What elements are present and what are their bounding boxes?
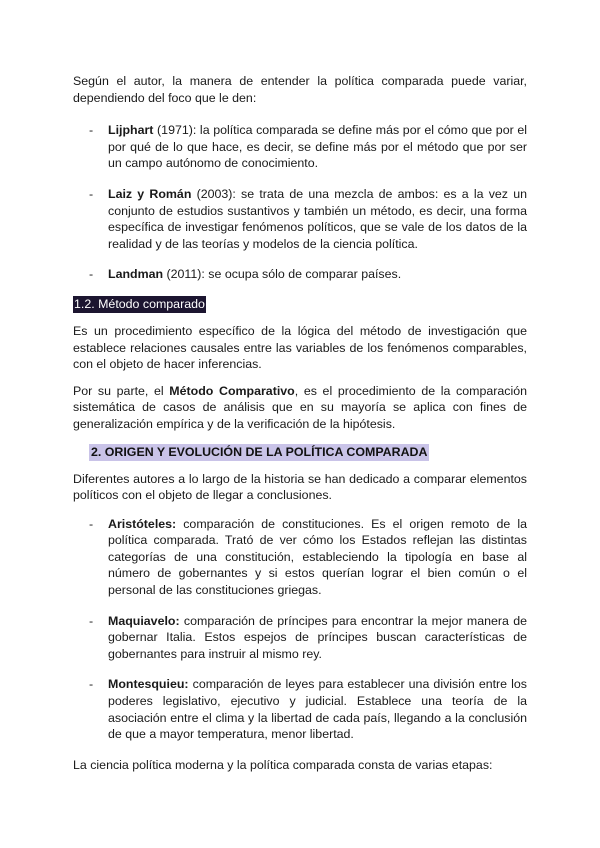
intro-paragraph: Según el autor, la manera de entender la política comparada puede variar, dependiendo del foco que le den:	[73, 74, 527, 105]
para-text: , es el procedimiento de la comparación sistemática de casos de análisis que en su mayoría se aplica con fines de generalización empírica y de la verificación de la hipótesis.	[73, 383, 527, 431]
list-item	[73, 676, 527, 742]
list-item	[73, 122, 527, 172]
section-heading-1-2	[73, 295, 527, 323]
author-text: comparación de leyes para establecer una división entre los poderes legislativo, ejecutivo y judicial. Establece una teoría de la asociación entre el clima y la libertad de cada país, llegando a la conclusión de que a mayor temperatura, menor libertad.	[108, 677, 527, 742]
method-term: Método Comparativo	[169, 383, 295, 398]
list-item	[73, 186, 527, 252]
list-item	[73, 516, 527, 599]
author-text: (2003): se trata de una mezcla de ambos: es a la vez un conjunto de estudios sustantivos y también un método, es decir, una forma específica de investigar fenómenos políticos, que se vale de los datos de la realidad y de las teorías y modelos de la ciencia política.	[108, 186, 527, 251]
closing-paragraph: La ciencia política moderna y la política comparada consta de varias etapas:	[73, 757, 493, 772]
section-heading-text: 1.2. Método comparado	[74, 296, 205, 311]
bullet-dash: -	[89, 123, 94, 138]
author-text: comparación de constituciones. Es el origen remoto de la política comparada. Trató de ver cómo los Estados reflejan las distintas categorías de una constitución, estableciendo la tipología en base al número de gobernantes y si estos querían lograr el bien común o el personal de las constituciones griegas.	[108, 516, 527, 598]
historical-authors-list	[73, 516, 527, 743]
author-text: comparación de príncipes para encontrar la mejor manera de gobernar Italia. Estos espejos de príncipes buscan características de gobernantes para instruir al mismo rey.	[108, 613, 527, 661]
author-name: Aristóteles:	[108, 516, 177, 531]
bullet-dash: -	[89, 613, 94, 628]
author-name: Lijphart	[108, 123, 154, 138]
bullet-dash: -	[89, 186, 94, 201]
author-name: Laiz y Román	[108, 186, 192, 201]
document-page	[73, 73, 527, 773]
author-text: (2011): se ocupa sólo de comparar países.	[163, 267, 402, 282]
bullet-dash: -	[89, 516, 94, 531]
list-item	[73, 266, 527, 283]
section-heading-text: 2. ORIGEN Y EVOLUCIÓN DE LA POLÍTICA COMPARADA	[91, 444, 428, 459]
author-name: Landman	[108, 267, 164, 282]
bullet-dash: -	[89, 267, 94, 282]
list-item	[73, 613, 527, 663]
bullet-dash: -	[89, 677, 94, 692]
author-text: (1971): la política comparada se define más por el cómo que por el por qué de lo que hace, es decir, se define más por el método que por ser un campo autónomo de conocimiento.	[108, 123, 527, 171]
section-heading-2	[73, 443, 527, 471]
author-name: Maquiavelo:	[108, 613, 180, 628]
section-1-2-paragraph-2	[73, 383, 527, 433]
section-2-intro: Diferentes autores a lo largo de la historia se han dedicado a comparar elementos políticos con el objeto de llegar a conclusiones.	[73, 471, 527, 503]
para-text: Por su parte, el	[73, 383, 170, 398]
section-1-2-paragraph-1: Es un procedimiento específico de la lógica del método de investigación que establece relaciones causales entre las variables de los fenómenos comparables, con el objeto de hacer inferencias.	[73, 323, 527, 372]
author-name: Montesquieu:	[108, 677, 189, 692]
authors-list	[73, 122, 527, 283]
